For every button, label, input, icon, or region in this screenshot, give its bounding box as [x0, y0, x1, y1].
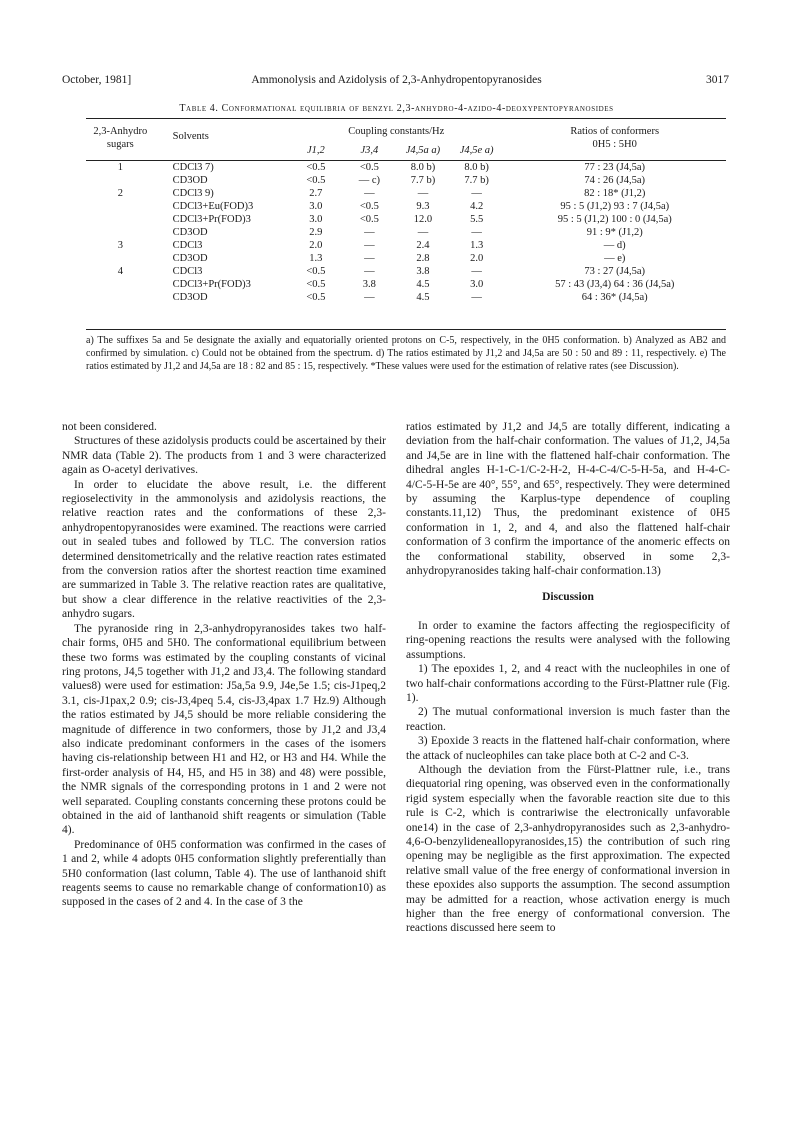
body-paragraph: not been considered. [62, 421, 157, 433]
table-cell-j34: — [364, 188, 375, 199]
table-cell-j34: 3.8 [362, 279, 376, 290]
running-header-title: Ammonolysis and Azidolysis of 2,3-Anhydropentopyranosides [251, 74, 542, 86]
table-cell-j12: 2.9 [309, 227, 323, 238]
table-cell-ratio: — e) [604, 253, 626, 264]
col-header-j12: J1,2 [289, 138, 343, 161]
table-cell-solvent: CDCl3+Pr(FOD)3 [172, 214, 251, 225]
table-cell-sugar [86, 213, 155, 226]
table-cell-ratio: 91 : 9* (J1,2) [586, 227, 643, 238]
table-cell-solvent: CD3OD [172, 253, 208, 264]
col-header-j34: J3,4 [343, 138, 397, 161]
col-header-sugars: 2,3-Anhydro sugars [86, 122, 155, 161]
table-row [86, 278, 726, 291]
table-cell-solvent: CDCl3 [172, 266, 203, 277]
table-cell-j12: 2.0 [309, 240, 323, 251]
table-cell-j45a: — [417, 227, 429, 238]
col-header-solvents: Solvents [155, 122, 289, 161]
table-cell-j34: <0.5 [359, 201, 379, 212]
table-cell-j45a: 8.0 b) [410, 162, 436, 173]
table-cell-ratio: 95 : 5 (J1,2) 93 : 7 (J4,5a) [560, 201, 670, 212]
body-paragraph: 2) The mutual conformational inversion is much faster than the reaction. [406, 706, 730, 733]
table-cell-j12: <0.5 [306, 266, 326, 277]
col-header-j45e: J4,5e a) [450, 138, 504, 161]
table-caption: Table 4. Conformational equilibria of benzyl 2,3-anhydro-4-azido-4-deoxypentopyranosides [179, 103, 614, 114]
table-cell-j34: — [364, 266, 375, 277]
table-row [86, 200, 726, 213]
table-cell-j45a: 4.5 [416, 279, 430, 290]
table-cell-sugar: 4 [117, 266, 123, 277]
page-number: 3017 [706, 74, 729, 86]
table-cell-solvent: CDCl3+Eu(FOD)3 [172, 201, 254, 212]
table-cell-j12: <0.5 [306, 279, 326, 290]
table-cell-j45a: 2.4 [416, 240, 430, 251]
right-column [406, 420, 730, 936]
table-row [86, 239, 726, 252]
conformation-table [86, 122, 726, 304]
table-cell-solvent: CD3OD [172, 292, 208, 303]
table-cell-j34: — [364, 292, 375, 303]
table-cell-sugar: 2 [117, 188, 123, 199]
body-paragraph: The pyranoside ring in 2,3-anhydropyranosides takes two half-chair forms, 0H5 and 5H0. The conformational equilibrium between these two forms was estimated by the coupling constants of vicinal ring protons, J4,5 together with J1,2 and J3,4. The following standard values8) were used for estimation: J5a,5a 9.9, J4e,5e 1.5; cis-J1peq,2 3.1, cis-J1pax,2 0.9; cis-J3,4peq 5.4, cis-J3,4pax 1.7 Hz.9) Although the ratios estimated by J4,5 should be more reliable considering the magnitude of difference in two conformers, those by J1,2 and J3,4 also indicate predominant conformers in the cases of the isomers having cis-relationship between H1 and H2, or H3 and H4. While the first-order analysis of H4, H5, and H5 in 38) and 48) were possible, the NMR signals of the corresponding protons in 1 and 2 were not well separated. Coupling constants concerning these protons could be obtained in the aid of lanthanoid shift reagents or simulation (Table 4). [62, 622, 386, 837]
table-row [86, 252, 726, 265]
table-cell-solvent: CDCl3 7) [172, 162, 214, 173]
table-cell-j12: <0.5 [306, 292, 326, 303]
col-header-ratios [503, 122, 726, 161]
table-cell-j45a: 3.8 [416, 266, 430, 277]
table-cell-solvent: CD3OD [172, 227, 208, 238]
col-header-j45a: J4,5a a) [396, 138, 450, 161]
table-cell-j34: — c) [358, 175, 381, 186]
table-row [86, 174, 726, 187]
table-cell-j12: 3.0 [309, 214, 323, 225]
table-cell-j45a: 9.3 [416, 201, 430, 212]
running-header-date: October, 1981] [62, 74, 132, 86]
table-cell-j34: <0.5 [359, 162, 379, 173]
table-cell-j45e: 4.2 [470, 201, 484, 212]
body-paragraph: In order to examine the factors affecting the regiospecificity of ring-opening reactions the results were analysed with the following assumptions. [406, 619, 730, 661]
body-paragraph: Structures of these azidolysis products could be ascertained by their NMR data (Table 2). The products from 1 and 3 were characterized again as O-acetyl derivatives. [62, 435, 387, 477]
table-footnote: a) The suffixes 5a and 5e designate the axially and equatorially oriented protons on C-5, respectively, in the 0H5 conformation. b) Analyzed as AB2 and confirmed by simulation. c) Could not be obtained from the spectrum. d) The ratios estimated by J1,2 and J4,5a are 50 : 50 and 89 : 11, respectively. e) The ratios estimated by J1,2 and J4,5a are 18 : 82 and 85 : 15, respectively. *These values were used for the estimation of relative rates (see Discussion). [86, 335, 726, 372]
table-cell-solvent: CDCl3 [172, 240, 203, 251]
table-cell-j45a: 2.8 [416, 253, 430, 264]
left-column [62, 420, 386, 910]
table-cell-ratio: 57 : 43 (J3,4) 64 : 36 (J4,5a) [555, 279, 675, 290]
table-cell-j45a: — [417, 188, 429, 199]
table-cell-j34: — [364, 227, 375, 238]
body-paragraph: ratios estimated by J1,2 and J4,5 are totally different, indicating a deviation from the half-chair conformation. The values of J1,2, J4,5a and J4,5e are in line with the flattened half-chair conformation. The dihedral angles H-1-C-1/C-2-H-2, H-4-C-4/C-5-H-5a, and H-4-C-4/C-5-H-5e are 40°, 55°, and 65°, respectively. They were determined by assuming the Karplus-type dependence of coupling constants.11,12) Thus, the predominant existence of 0H5 conformation in 1, 2, and 4, and also the flattened half-chair conformation of 3 confirm the importance of the anomeric effects on the conformational stability, observed in some 2,3-anhydropyranosides taking half-chair conformation.13) [406, 421, 730, 578]
table-cell-ratio: — d) [603, 240, 626, 251]
table-row [86, 265, 726, 278]
table-cell-j45e: 5.5 [470, 214, 484, 225]
table-cell-j45e: 7.7 b) [464, 175, 489, 186]
table-row [86, 187, 726, 200]
table-cell-j12: 2.7 [309, 188, 323, 199]
body-paragraph: 1) The epoxides 1, 2, and 4 react with the nucleophiles in one of two half-chair conformations according to the Fürst-Plattner rule (Fig. 1). [406, 663, 730, 704]
table-cell-solvent: CDCl3 9) [172, 188, 214, 199]
table-cell-sugar [86, 174, 155, 187]
table-cell-j45e: — [471, 188, 482, 199]
table-cell-j45a: 4.5 [416, 292, 430, 303]
table-cell-sugar [86, 291, 155, 304]
table-cell-j12: <0.5 [306, 175, 326, 186]
body-paragraph: Predominance of 0H5 conformation was confirmed in the cases of 1 and 2, while 4 adopts 0H5 conformation slightly preferentially than 5H0 conformation (last column, Table 4). The use of lanthanoid shift reagents seems to cause no remarkable change of conformation10) as supposed in the cases of 2 and 4. In the case of 3 the [62, 838, 386, 909]
table-row [86, 161, 726, 175]
body-paragraph: Although the deviation from the Fürst-Plattner rule, i.e., trans diequatorial ring opening, was observed even in the conformationally rigid system especially when the favorable reaction site due to this rule is C-2, which is contrariwise the electronically unfavorable one14) in the case of 2,3-anhydropyranosides such as 2,3-anhydro-4,6-O-benzylideneallopyranosides,15) the contribution of such ring opening may be negligible as the first approximation. The expected relative small value of the free energy of conformational inversion in these epoxides also supports the assumption. The second assumption may be admitted for a reaction, whose activation energy is much higher than the free energy of conformational conversion. The reactions discussed here seem to [406, 763, 730, 935]
table-cell-j45a: 12.0 [413, 214, 433, 225]
table-cell-j12: <0.5 [306, 162, 326, 173]
table-cell-j45e: 8.0 b) [464, 162, 489, 173]
table-top-rule [86, 118, 726, 119]
table-cell-j12: 1.3 [309, 253, 323, 264]
table-cell-ratio: 73 : 27 (J4,5a) [584, 266, 646, 277]
table-cell-j45e: 1.3 [470, 240, 484, 251]
table-cell-ratio: 77 : 23 (J4,5a) [584, 162, 646, 173]
table-cell-sugar [86, 226, 155, 239]
table-row [86, 226, 726, 239]
table-cell-sugar [86, 278, 155, 291]
table-row [86, 213, 726, 226]
table-row [86, 291, 726, 304]
body-paragraph: 3) Epoxide 3 reacts in the flattened half-chair conformation, where the attack of nucleophiles can take place both at C-2 and C-3. [406, 735, 730, 762]
table-cell-j45e: — [471, 292, 482, 303]
table-cell-j12: 3.0 [309, 201, 323, 212]
table-cell-sugar: 3 [117, 240, 123, 251]
table-cell-j34: <0.5 [359, 214, 379, 225]
table-cell-sugar: 1 [117, 162, 123, 173]
table-cell-ratio: 74 : 26 (J4,5a) [584, 175, 646, 186]
ratios-subtitle: 0H5 : 5H0 [592, 139, 637, 150]
table-cell-j45e: 3.0 [470, 279, 484, 290]
table-cell-j45e: — [471, 266, 482, 277]
body-paragraph: In order to elucidate the above result, i.e. the different regioselectivity in the ammonolysis and azidolysis reactions, the relative reaction rates and the conformations of these 2,3-anhydropentopyranosides were examined. The reactions were carried out in sealed tubes and followed by TLC. The conversion ratios determined densitometrically and the relative reaction rates estimated from the conversion ratios after the shortest reaction time examined are summarized in Table 3. The relative reaction rates are qualitative, but show a clear difference in the relative reactivities of the 2,3-anhydro sugars. [62, 478, 386, 621]
table-cell-sugar [86, 200, 155, 213]
col-header-coupling: Coupling constants/Hz [348, 126, 445, 137]
table-cell-j45e: 2.0 [470, 253, 484, 264]
table-cell-j34: — [364, 253, 375, 264]
table-cell-ratio: 95 : 5 (J1,2) 100 : 0 (J4,5a) [557, 214, 672, 225]
table-cell-j34: — [364, 240, 375, 251]
table-bottom-rule [86, 329, 726, 330]
table-cell-solvent: CDCl3+Pr(FOD)3 [172, 279, 251, 290]
table-cell-j45a: 7.7 b) [410, 175, 436, 186]
table-cell-j45e: — [471, 227, 482, 238]
table-cell-sugar [86, 252, 155, 265]
section-heading-discussion: Discussion [542, 591, 594, 604]
table-cell-solvent: CD3OD [172, 175, 208, 186]
ratios-title: Ratios of conformers [570, 126, 660, 137]
table-cell-ratio: 82 : 18* (J1,2) [584, 188, 646, 199]
table-cell-ratio: 64 : 36* (J4,5a) [581, 292, 648, 303]
